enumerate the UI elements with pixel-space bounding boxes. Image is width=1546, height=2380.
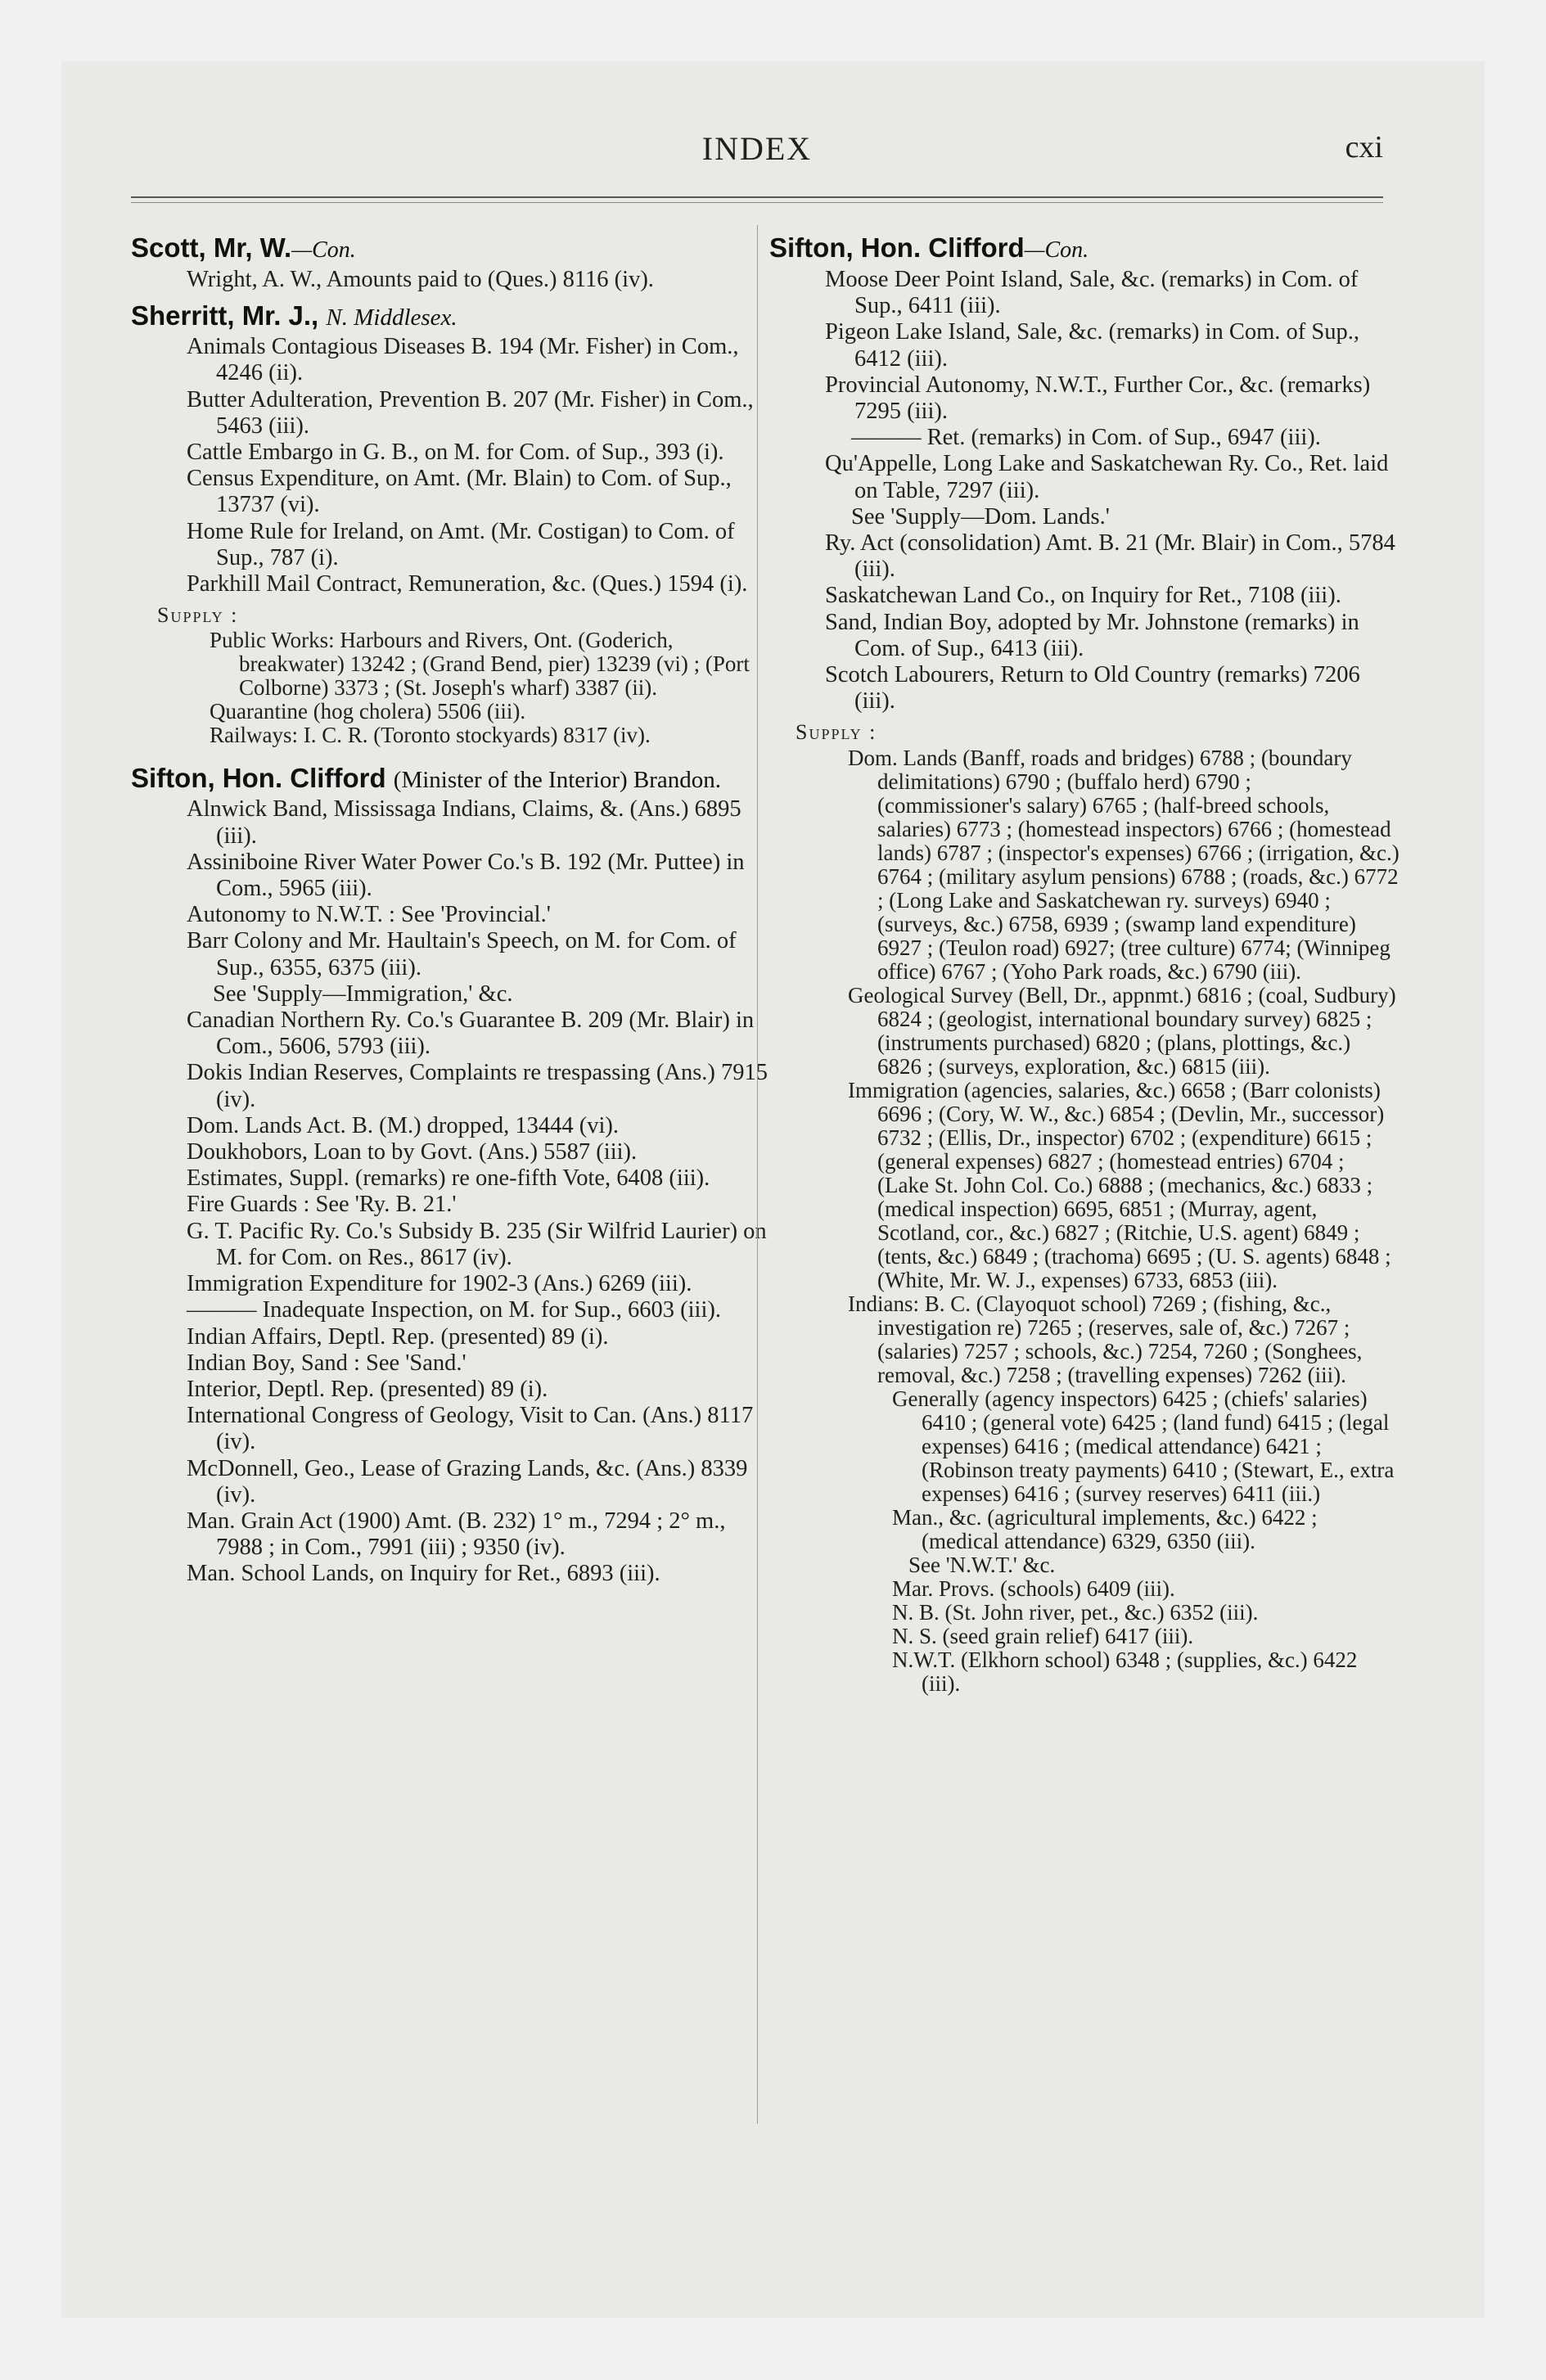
header-rule-thin	[131, 202, 1383, 203]
supply-label: Supply :	[157, 603, 239, 628]
supply-entry: Geological Survey (Bell, Dr., appnmt.) 6816 ; (coal, Sudbury) 6824 ; (geologist, international boundary survey) 6825 ; (instruments purchased) 6820 ; (plans, plottings, &c.) 6826 ; (surveys, exploration, &c.) 6815 (iii).	[848, 982, 1396, 1079]
index-entry: Immigration Expenditure for 1902-3 (Ans.) 6269 (iii).	[187, 1271, 692, 1297]
heading-sherritt	[131, 300, 769, 334]
heading-text: Scott, Mr, W.	[131, 232, 292, 263]
index-entry: Census Expenditure, on Amt. (Mr. Blain) to Com. of Sup., 13737 (vi).	[187, 466, 732, 518]
cross-reference: See 'Supply—Immigration,' &c.	[213, 980, 513, 1007]
supply-entry: Dom. Lands (Banff, roads and bridges) 6788 ; (boundary delimitations) 6790 ; (buffalo herd) 6790 ; (commissioner's salary) 6765 ; (half-breed schools, salaries) 6773 ; (homestead inspectors) 6766 ; (homestead lands) 6787 ; (inspector's expenses) 6766 ; (irrigation, &c.) 6764 ; (military asylum pensions) 6788 ; (roads, &c.) 6772 ; (Long Lake and Saskatchewan ry. surveys) 6940 ; (surveys, &c.) 6758, 6939 ; (swamp land expenditure) 6927 ; (Teulon road) 6927; (tree culture) 6774; (Winnipeg office) 6767 ; (Yoho Park roads, &c.) 6790 (iii).	[848, 745, 1400, 984]
index-subentry: ——— Ret. (remarks) in Com. of Sup., 6947 (iii).	[851, 425, 1321, 451]
index-entry: Estimates, Suppl. (remarks) re one-fifth Vote, 6408 (iii).	[187, 1165, 710, 1192]
cross-reference: See 'Supply—Dom. Lands.'	[851, 503, 1110, 530]
index-entry: Ry. Act (consolidation) Amt. B. 21 (Mr. Blair) in Com., 5784 (iii).	[825, 530, 1395, 583]
supply-entry: Indians: B. C. (Clayoquot school) 7269 ; (fishing, &c., investigation re) 7265 ; (reserves, sale of, &c.) 7267 ; (salaries) 7257 ; schools, &c.) 7254, 7260 ; (Songhees, removal, &c.) 7258 ; (travelling expenses) 7262 (iii).	[848, 1291, 1363, 1387]
supply-subentry: N. S. (seed grain relief) 6417 (iii).	[892, 1623, 1194, 1648]
heading-constituency: N. Middlesex.	[326, 304, 457, 331]
index-entry: Wright, A. W., Amounts paid to (Ques.) 8116 (iv).	[187, 267, 654, 292]
index-entry: Indian Affairs, Deptl. Rep. (presented) 89 (i).	[187, 1323, 609, 1350]
index-entry: Pigeon Lake Island, Sale, &c. (remarks) in Com. of Sup., 6412 (iii).	[825, 319, 1359, 372]
cross-reference: See 'N.W.T.' &c.	[908, 1552, 1056, 1577]
index-entry: Sand, Indian Boy, adopted by Mr. Johnstone (remarks) in Com. of Sup., 6413 (iii).	[825, 609, 1359, 661]
heading-text: Sifton, Hon. Clifford	[131, 763, 386, 794]
index-entry: Canadian Northern Ry. Co.'s Guarantee B. 209 (Mr. Blair) in Com., 5606, 5793 (iii).	[187, 1007, 755, 1060]
index-entry: Qu'Appelle, Long Lake and Saskatchewan Ry. Co., Ret. laid on Table, 7297 (iii).	[825, 451, 1389, 503]
page-number: cxi	[1345, 130, 1383, 165]
index-entry: ——— Inadequate Inspection, on M. for Sup., 6603 (iii).	[187, 1297, 722, 1323]
index-entry: Butter Adulteration, Prevention B. 207 (Mr. Fisher) in Com., 5463 (iii).	[187, 386, 754, 439]
index-entry: G. T. Pacific Ry. Co.'s Subsidy B. 235 (Sir Wilfrid Laurier) on M. for Com. on Res., 8617 (iv).	[187, 1218, 767, 1270]
running-title: INDEX	[701, 130, 813, 167]
heading-sifton	[131, 762, 769, 796]
continued-marker: —Con.	[1024, 237, 1089, 263]
index-entry: Home Rule for Ireland, on Amt. (Mr. Costigan) to Com. of Sup., 787 (i).	[187, 518, 735, 570]
heading-text: Sifton, Hon. Clifford	[769, 232, 1025, 263]
heading-description: (Minister of the Interior) Brandon.	[393, 767, 722, 794]
index-entry: Provincial Autonomy, N.W.T., Further Cor., &c. (remarks) 7295 (iii).	[825, 372, 1371, 425]
supply-entry: Immigration (agencies, salaries, &c.) 6658 ; (Barr colonists) 6696 ; (Cory, W. W., &c.) 6854 ; (Devlin, Mr., successor) 6732 ; (Ellis, Dr., inspector) 6702 ; (expenditure) 6615 ; (general expenses) 6827 ; (homestead entries) 6704 ; (Lake St. John Col. Co.) 6888 ; (mechanics, &c.) 6833 ; (medical inspection) 6695, 6851 ; (Murray, agent, Scotland, cor., &c.) 6827 ; (Ritchie, U.S. agent) 6849 ; (tents, &c.) 6849 ; (trachoma) 6695 ; (U. S. agents) 6848 ; (White, Mr. W. J., expenses) 6733, 6853 (iii).	[848, 1077, 1391, 1292]
index-entry: Fire Guards : See 'Ry. B. 21.'	[187, 1192, 457, 1218]
index-entry: Man. Grain Act (1900) Amt. (B. 232) 1° m., 7294 ; 2° m., 7988 ; in Com., 7991 (iii) ; 9350 (iv).	[187, 1508, 726, 1561]
index-entry: International Congress of Geology, Visit to Can. (Ans.) 8117 (iv).	[187, 1403, 754, 1455]
supply-entry: Quarantine (hog cholera) 5506 (iii).	[210, 699, 526, 724]
index-entry: Autonomy to N.W.T. : See 'Provincial.'	[187, 902, 551, 928]
index-entry: McDonnell, Geo., Lease of Grazing Lands, &c. (Ans.) 8339 (iv).	[187, 1455, 748, 1508]
supply-subentry: N.W.T. (Elkhorn school) 6348 ; (supplies, &c.) 6422 (iii).	[892, 1647, 1358, 1696]
supply-subentry: Generally (agency inspectors) 6425 ; (chiefs' salaries) 6410 ; (general vote) 6425 ; (land fund) 6415 ; (legal expenses) 6416 ; (medical attendance) 6421 ; (Robinson treaty payments) 6410 ; (Stewart, E., extra expenses) 6416 ; (survey reserves) 6411 (iii.)	[892, 1386, 1395, 1506]
column-divider	[757, 225, 758, 2124]
index-entry: Parkhill Mail Contract, Remuneration, &c. (Ques.) 1594 (i).	[187, 571, 748, 597]
index-entry: Barr Colony and Mr. Haultain's Speech, on M. for Com. of Sup., 6355, 6375 (iii).	[187, 928, 737, 980]
index-entry: Dokis Indian Reserves, Complaints re trespassing (Ans.) 7915 (iv).	[187, 1060, 768, 1112]
continued-marker: —Con.	[291, 237, 356, 263]
right-column	[769, 225, 1400, 1696]
page-header	[131, 123, 1383, 180]
index-entry: Scotch Labourers, Return to Old Country (remarks) 7206 (iii).	[825, 662, 1360, 714]
index-entry: Interior, Deptl. Rep. (presented) 89 (i).	[187, 1376, 548, 1402]
index-entry: Man. School Lands, on Inquiry for Ret., 6893 (iii).	[187, 1561, 660, 1587]
index-entry: Doukhobors, Loan to by Govt. (Ans.) 5587 (iii).	[187, 1139, 638, 1165]
supply-label: Supply :	[796, 720, 877, 745]
supply-subentry: Mar. Provs. (schools) 6409 (iii).	[892, 1575, 1175, 1601]
supply-subentry: N. B. (St. John river, pet., &c.) 6352 (iii).	[892, 1599, 1259, 1625]
index-entry: Animals Contagious Diseases B. 194 (Mr. Fisher) in Com., 4246 (ii).	[187, 334, 739, 386]
left-column	[131, 225, 769, 1588]
index-entry: Alnwick Band, Mississaga Indians, Claims, &. (Ans.) 6895 (iii).	[187, 796, 741, 849]
heading-scott	[131, 232, 769, 267]
header-rule	[131, 196, 1383, 198]
index-entry: Dom. Lands Act. B. (M.) dropped, 13444 (vi).	[187, 1112, 619, 1138]
supply-entry: Public Works: Harbours and Rivers, Ont. (Goderich, breakwater) 13242 ; (Grand Bend, pier) 13239 (vi) ; (Port Colborne) 3373 ; (St. Joseph's wharf) 3387 (ii).	[210, 628, 750, 701]
index-entry: Moose Deer Point Island, Sale, &c. (remarks) in Com. of Sup., 6411 (iii).	[825, 267, 1359, 319]
index-entry: Saskatchewan Land Co., on Inquiry for Ret., 7108 (iii).	[825, 583, 1341, 609]
supply-subentry: Man., &c. (agricultural implements, &c.) 6422 ; (medical attendance) 6329, 6350 (iii).	[892, 1504, 1318, 1553]
heading-text: Sherritt, Mr. J.,	[131, 300, 319, 331]
heading-sifton-continued	[769, 232, 1400, 267]
index-entry: Indian Boy, Sand : See 'Sand.'	[187, 1350, 467, 1376]
index-entry: Assiniboine River Water Power Co.'s B. 192 (Mr. Puttee) in Com., 5965 (iii).	[187, 849, 745, 902]
index-entry: Cattle Embargo in G. B., on M. for Com. of Sup., 393 (i).	[187, 439, 724, 466]
supply-entry: Railways: I. C. R. (Toronto stockyards) 8317 (iv).	[210, 723, 651, 748]
